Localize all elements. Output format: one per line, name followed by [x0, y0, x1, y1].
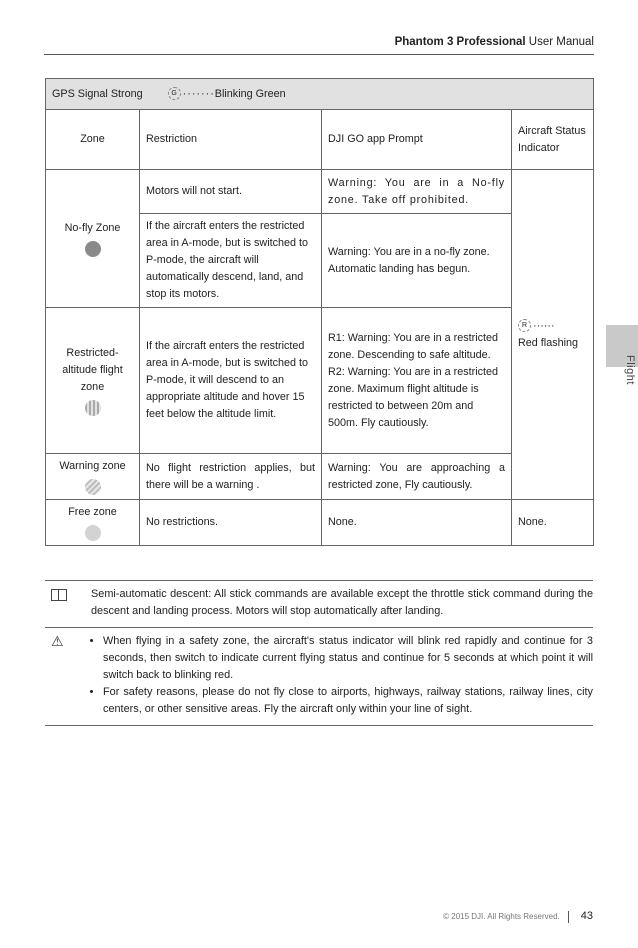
gps-state: Blinking Green — [214, 87, 286, 100]
indicator-dots: ······ — [533, 319, 555, 332]
restricted-row — [46, 308, 594, 454]
book-icon — [51, 589, 67, 601]
nofly-restriction-2: If the aircraft enters the restricted area in A-mode, but is switched to P-mode, the aircraft will automatically descend, land, and stop its motors. — [140, 214, 322, 308]
page-header — [44, 36, 594, 55]
warning-bullet-1: • When flying in a safety zone, the aircraft's status indicator will blink red rapidly and continue for 3 seconds, then switch to indicate current flying status and continue for 5 seconds at which point it will switch back to blinking red. — [103, 633, 593, 684]
col-header-indicator: Aircraft Status Indicator — [512, 110, 594, 170]
indicator-text: Red flashing — [518, 336, 579, 349]
gps-label: GPS Signal Strong — [52, 87, 143, 100]
restricted-zone-icon — [85, 400, 101, 416]
footer-separator — [568, 911, 569, 923]
restricted-prompt: R1: Warning: You are in a restricted zone. Descending to safe altitude. R2: Warning: You are in a restricted zone. Maximum flight altitude is restricted to between 20m and 500m. Fly cautiously. — [322, 308, 512, 454]
indicator-cell — [512, 170, 594, 500]
nofly-zone-cell — [46, 170, 140, 308]
doc-name: User Manual — [528, 36, 594, 48]
flight-zone-table — [45, 78, 594, 546]
restricted-zone-cell — [46, 308, 140, 454]
copyright: © 2015 DJI. All Rights Reserved. — [443, 912, 560, 921]
warning-bullet-2: • For safety reasons, please do not fly close to airports, highways, railway stations, railway lines, city centers, or other sensitive areas. Fly the aircraft only within your line of sight. — [103, 684, 593, 718]
header-row — [46, 110, 594, 170]
warning-restriction: No flight restriction applies, but there will be a warning . — [140, 454, 322, 500]
tip-note — [45, 581, 593, 628]
nofly-zone-label: No-fly Zone — [64, 222, 121, 234]
warning-icon: ⚠ — [51, 633, 64, 649]
free-zone-cell — [46, 500, 140, 546]
gps-cell — [46, 79, 594, 110]
warning-zone-cell — [46, 454, 140, 500]
restricted-zone-label: Restricted-altitude flight zone — [62, 347, 123, 393]
warning-note — [45, 628, 593, 726]
free-indicator: None. — [512, 500, 594, 546]
free-restriction: No restrictions. — [140, 500, 322, 546]
col-header-prompt: DJI GO app Prompt — [322, 110, 512, 170]
nofly-zone-icon — [85, 241, 101, 257]
free-prompt: None. — [322, 500, 512, 546]
gps-dots: ······· — [182, 87, 215, 100]
warning-zone-label: Warning zone — [59, 460, 126, 472]
page-number: 43 — [580, 910, 593, 922]
section-label: Flight — [624, 355, 636, 385]
nofly-restriction-1: Motors will not start. — [140, 170, 322, 214]
gps-row — [46, 79, 594, 110]
red-led-icon: R — [518, 319, 531, 332]
nofly-prompt-1: Warning: You are in a No-fly zone. Take off prohibited. — [322, 170, 512, 214]
nofly-row-1 — [46, 170, 594, 214]
warning-row — [46, 454, 594, 500]
notes-section — [45, 580, 593, 726]
col-header-restriction: Restriction — [140, 110, 322, 170]
warning-zone-icon — [85, 479, 101, 495]
warning-prompt: Warning: You are approaching a restricted zone, Fly cautiously. — [322, 454, 512, 500]
gps-led-icon: G — [168, 87, 181, 100]
product-name: Phantom 3 Professional — [394, 36, 526, 48]
free-zone-icon — [85, 525, 101, 541]
page-footer — [443, 910, 593, 923]
free-row — [46, 500, 594, 546]
restricted-restriction: If the aircraft enters the restricted area in A-mode, but is switched to P-mode, it will descend to an appropriate altitude and hover 15 feet below the altitude limit. — [140, 308, 322, 454]
tip-text: Semi-automatic descent: All stick commands are available except the throttle stick command during the descent and landing process. Motors will stop automatically after landing. — [91, 588, 593, 617]
col-header-zone: Zone — [46, 110, 140, 170]
nofly-prompt-2: Warning: You are in a no-fly zone. Automatic landing has begun. — [322, 214, 512, 308]
free-zone-label: Free zone — [68, 506, 117, 518]
